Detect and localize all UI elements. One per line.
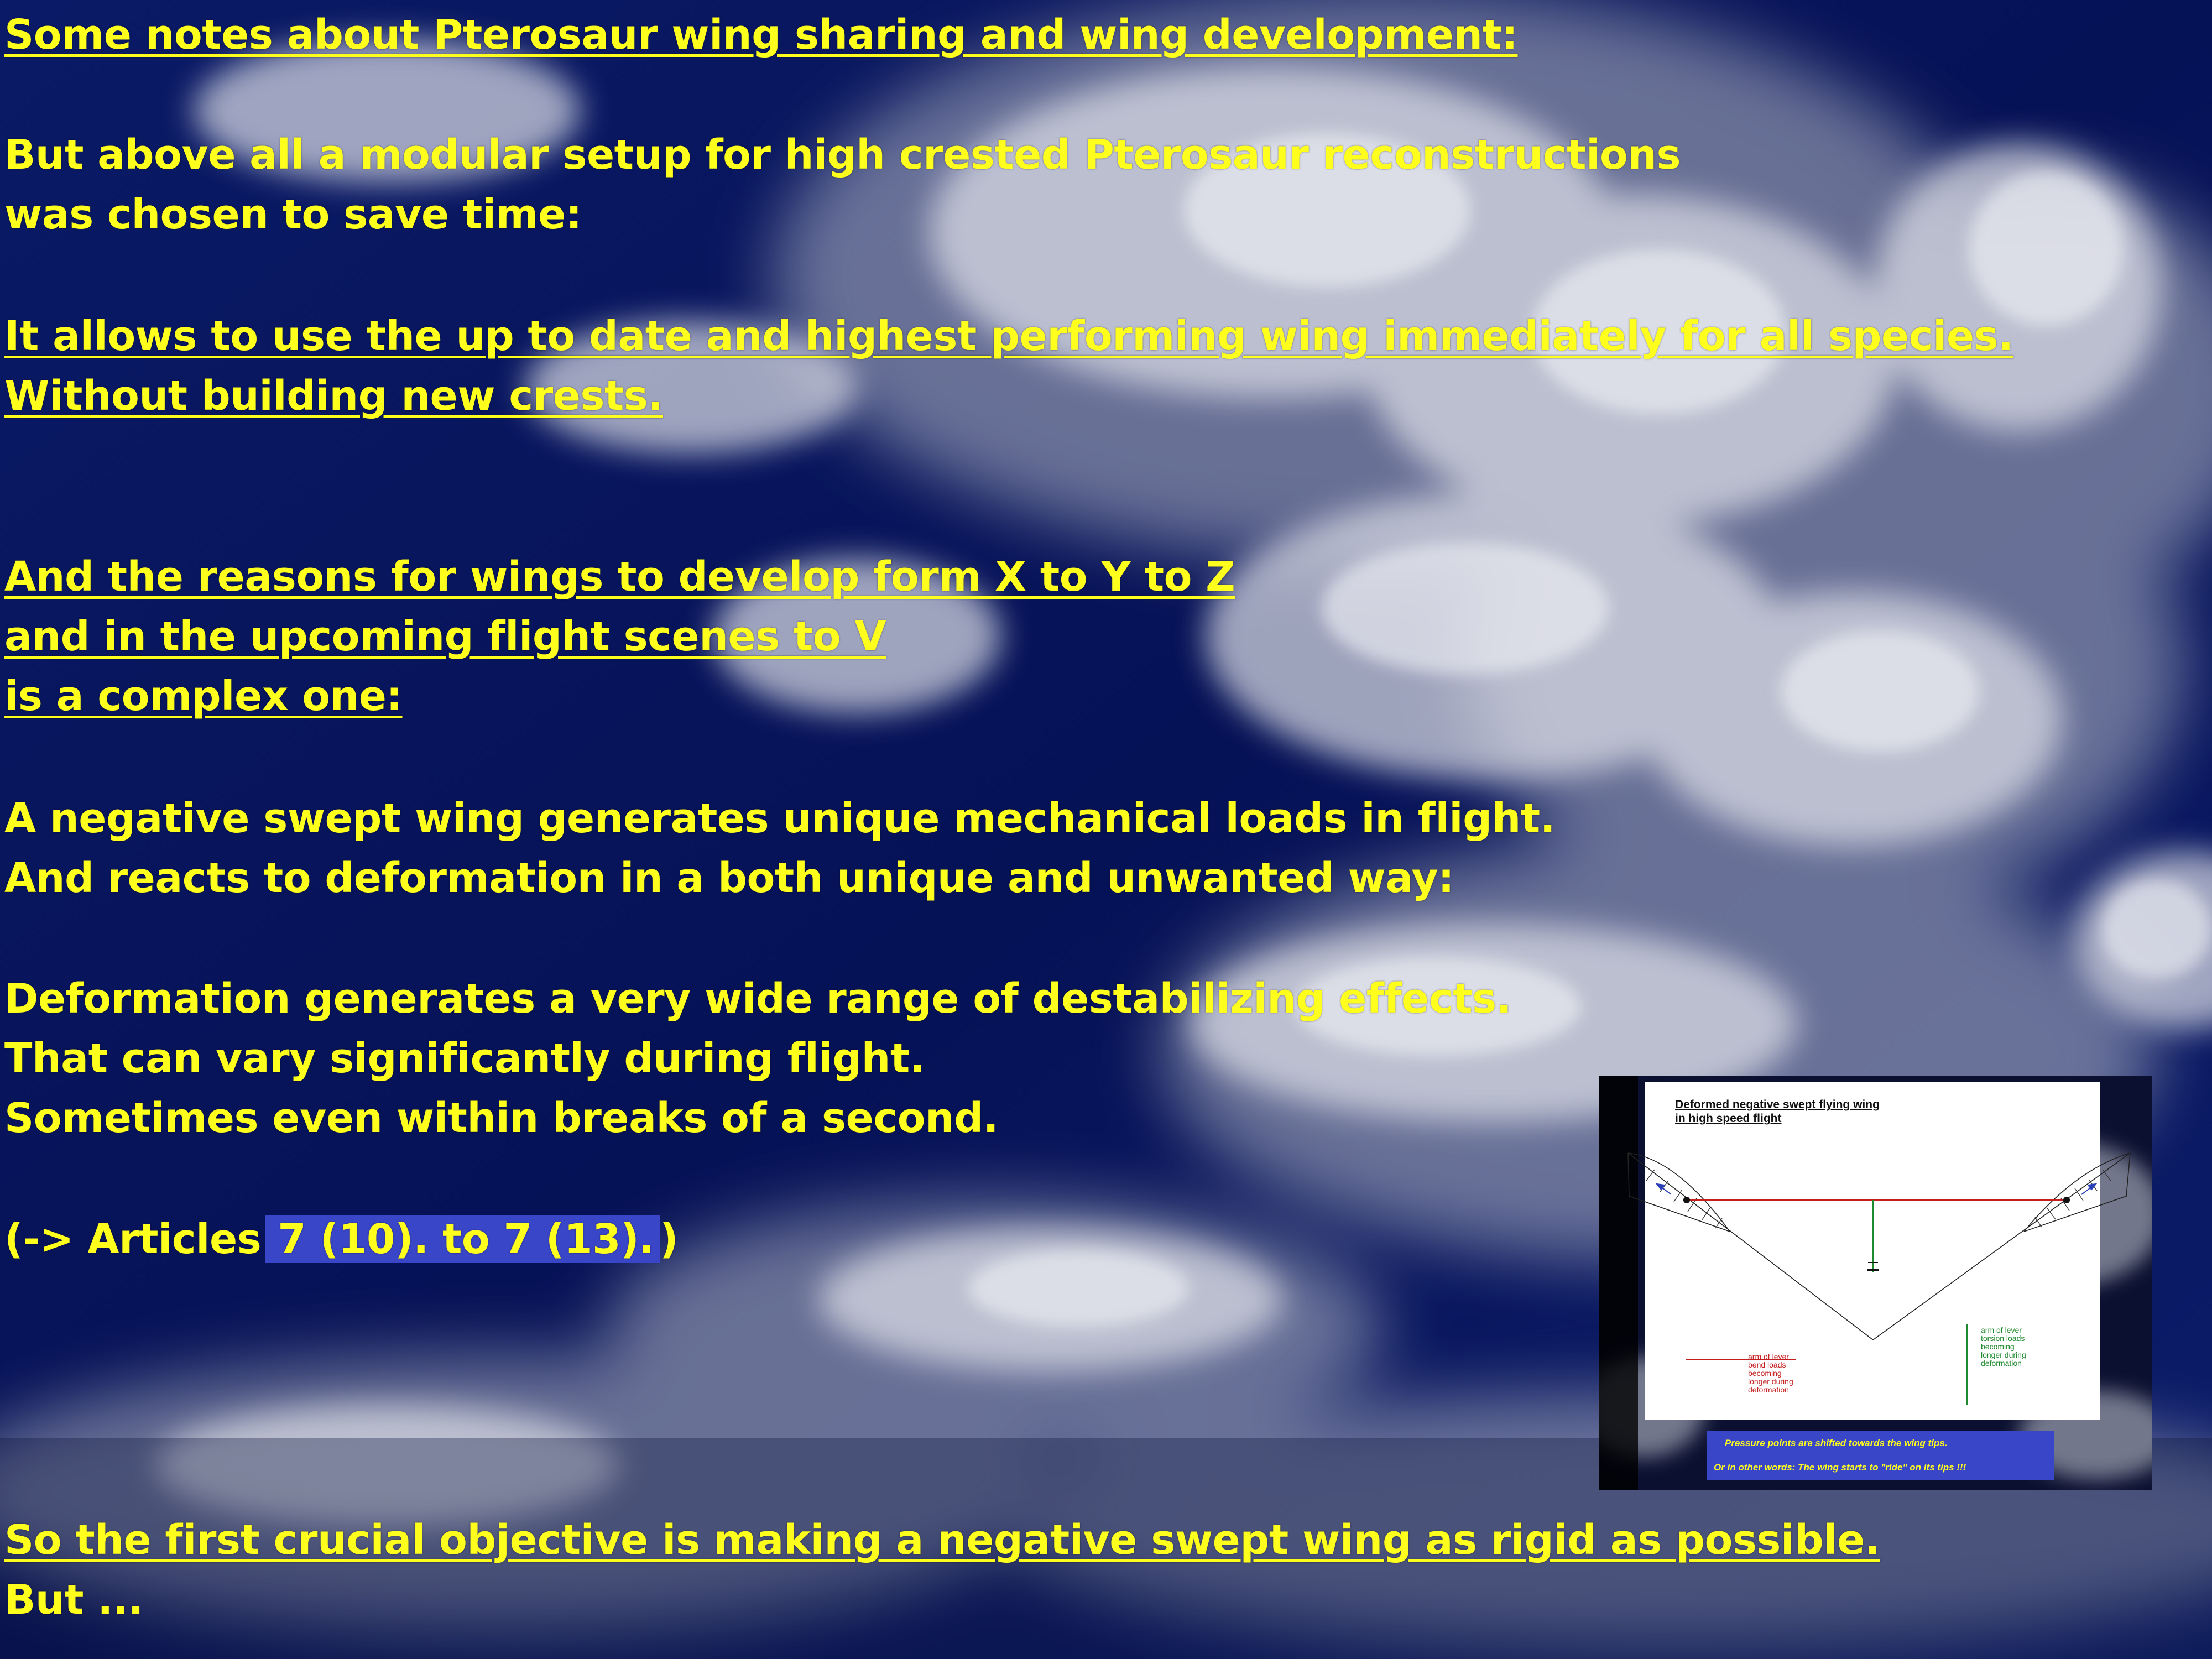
text-line: But ...: [4, 1576, 144, 1624]
text-line: and in the upcoming flight scenes to V: [4, 613, 886, 660]
text-line: So the first crucial objective is making a negative swept wing as rigid as possible.: [4, 1516, 1880, 1564]
diagram-title: Deformed negative swept flying wing in high speed flight: [1675, 1098, 1880, 1125]
articles-prefix: (-> Articles: [4, 1215, 262, 1263]
diagram-panel: [1645, 1082, 2100, 1420]
diagram-caption: [1707, 1431, 2054, 1480]
text-line: Without building new crests.: [4, 372, 663, 420]
pressure-point-right: [2063, 1197, 2070, 1203]
text-line: Sometimes even within breaks of a second.: [4, 1094, 999, 1142]
wing-diagram: [1599, 1076, 2152, 1490]
caption-line: Pressure points are shifted towards the wing tips.: [1725, 1438, 1948, 1448]
text-line: A negative swept wing generates unique mechanical loads in flight.: [4, 795, 1556, 842]
caption-line: Or in other words: The wing starts to "ride" on its tips !!!: [1714, 1462, 1966, 1473]
text-line: It allows to use the up to date and highest performing wing immediately for all species.: [4, 312, 2013, 360]
text-line: And the reasons for wings to develop form X to Y to Z: [4, 553, 1235, 601]
text-line: is a complex one:: [4, 672, 403, 720]
articles-reference-line: [4, 1215, 678, 1263]
articles-suffix: ): [659, 1215, 679, 1263]
text-line: And reacts to deformation in a both unique and unwanted way:: [4, 854, 1454, 902]
text-line: But above all a modular setup for high crested Pterosaur reconstructions: [4, 131, 1681, 179]
text-line: That can vary significantly during flight.: [4, 1035, 925, 1082]
label-torsion-loads: arm of lever torsion loads becoming longer during deformation: [1981, 1326, 2026, 1368]
articles-link-highlight[interactable]: 7 (10). to 7 (13).: [265, 1215, 660, 1263]
text-line: was chosen to save time:: [4, 191, 582, 238]
wing-diagram-inset: [1599, 1076, 2152, 1490]
text-line: Deformation generates a very wide range of destabilizing effects.: [4, 975, 1512, 1022]
pressure-point-left: [1683, 1197, 1690, 1203]
label-bend-loads: arm of lever bend loads becoming longer during deformation: [1748, 1352, 1793, 1394]
heading-line: Some notes about Pterosaur wing sharing and wing development:: [4, 11, 1518, 59]
